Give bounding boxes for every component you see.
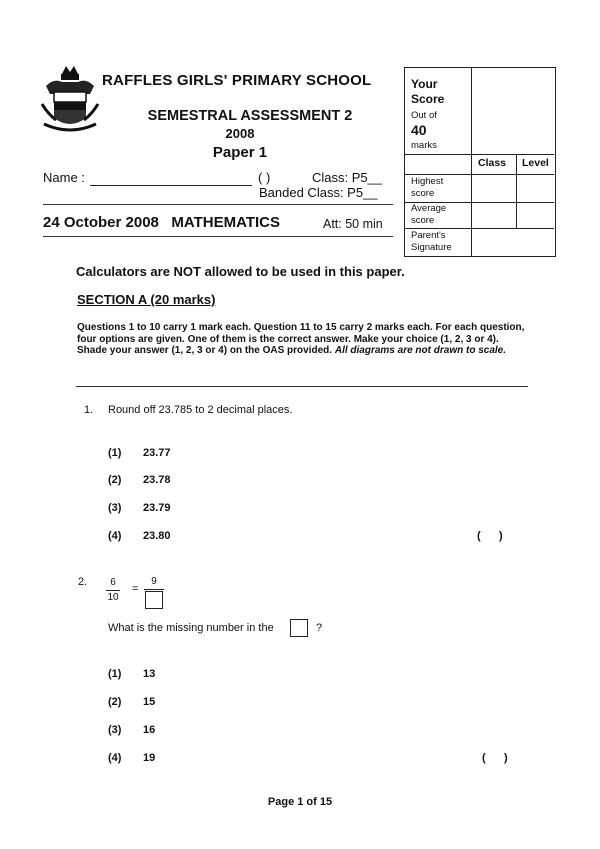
instructions [77, 322, 529, 357]
highest-score-label: Highest [411, 176, 444, 187]
calculator-notice: Calculators are NOT allowed to be used in this paper. [76, 264, 405, 279]
level-column-header: Level [522, 157, 549, 169]
missing-number-box-inline [290, 619, 308, 637]
q2-option-1-value: 13 [143, 668, 156, 680]
question-2-number: 2. [78, 576, 88, 588]
q1-answer-brackets: ( ) [477, 530, 503, 542]
q1-option-2-value: 23.78 [143, 474, 171, 486]
class-column-header: Class [478, 157, 507, 169]
total-marks: 40 [411, 122, 427, 138]
name-label: Name : [43, 170, 85, 185]
question-2-text: What is the missing number in the [108, 622, 274, 634]
section-divider [76, 386, 528, 387]
your-label: Your [411, 77, 438, 91]
assessment-title: SEMESTRAL ASSESSMENT 2 [147, 108, 353, 124]
fraction-1-numerator: 6 [110, 577, 116, 588]
q2-option-4-number: (4) [108, 752, 122, 764]
parents-signature-label-2: Signature [411, 242, 452, 253]
score-box [404, 67, 556, 257]
q2-option-3-value: 16 [143, 724, 156, 736]
q2-option-2-value: 15 [143, 696, 156, 708]
q1-option-4-number: (4) [108, 530, 122, 542]
instructions-text: Questions 1 to 10 carry 1 mark each. Question 11 to 15 carry 2 marks each. For each question, four options are given. One of them is the correct answer. Make your choice (1, 2, 3 or 4). Shade your answer (1, 2, 3 or 4) on the OAS provided. [77, 322, 525, 357]
section-heading: SECTION A (20 marks) [77, 292, 216, 307]
q2-option-2-number: (2) [108, 696, 122, 708]
assessment-year: 2008 [225, 126, 255, 141]
average-score-label: Average [411, 203, 447, 214]
q2-option-3-number: (3) [108, 724, 122, 736]
q2-option-1-number: (1) [108, 668, 122, 680]
fraction-six-tenths [106, 577, 120, 604]
q1-option-3-number: (3) [108, 502, 122, 514]
fraction-missing-denominator [144, 576, 164, 609]
q1-option-1-value: 23.77 [143, 447, 171, 459]
fraction-1-denominator: 10 [107, 592, 119, 603]
paper-title: Paper 1 [212, 144, 268, 161]
date-subject: 24 October 2008 MATHEMATICS [43, 214, 280, 231]
instructions-diagram-note: All diagrams are not drawn to scale. [334, 345, 507, 357]
q2-option-4-value: 19 [143, 752, 156, 764]
header-divider-bottom [43, 236, 393, 237]
parents-signature-label: Parent's [411, 230, 446, 241]
missing-number-box [145, 591, 163, 609]
q1-option-4-value: 23.80 [143, 530, 171, 542]
school-crest-logo [40, 64, 100, 138]
question-2-mark: ? [316, 622, 323, 634]
q1-option-1-number: (1) [108, 447, 122, 459]
highest-score-label-2: score [411, 188, 435, 199]
class-label: Class: P5__ [312, 170, 383, 185]
fraction-2-numerator: 9 [151, 576, 157, 587]
q1-option-3-value: 23.79 [143, 502, 171, 514]
banded-class-label: Banded Class: P5__ [259, 185, 378, 200]
time-allowed: Att: 50 min [323, 217, 383, 231]
out-of-label: Out of [411, 110, 437, 121]
page-number: Page 1 of 15 [267, 796, 333, 808]
score-label: Score [411, 92, 445, 106]
marks-label: marks [411, 140, 437, 151]
q2-answer-brackets: ( ) [482, 752, 508, 764]
equals-sign: = [132, 583, 139, 595]
school-name: RAFFLES GIRLS' PRIMARY SCHOOL [102, 72, 372, 89]
question-1-number: 1. [84, 404, 94, 416]
question-1-text: Round off 23.785 to 2 decimal places. [108, 404, 293, 416]
average-score-label-2: score [411, 215, 435, 226]
register-number-brackets: ( ) [258, 170, 271, 185]
q1-option-2-number: (2) [108, 474, 122, 486]
header-divider [43, 204, 393, 205]
name-field-line [90, 185, 252, 186]
